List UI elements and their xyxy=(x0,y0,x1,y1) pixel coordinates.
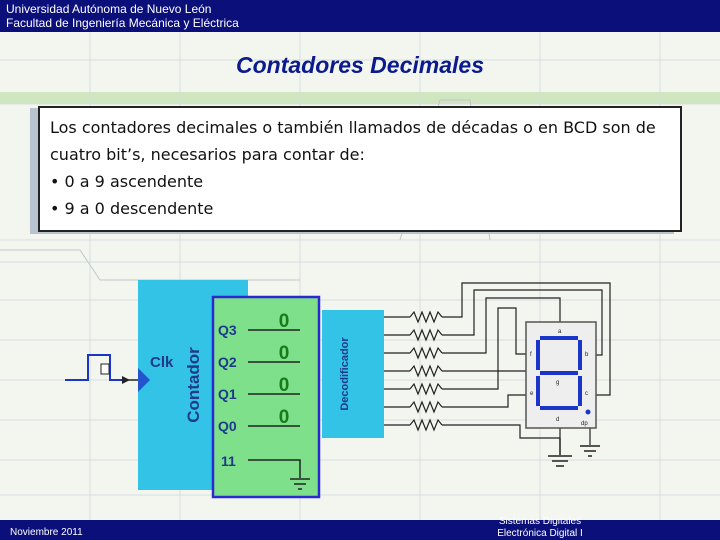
footer-bar xyxy=(0,520,720,540)
output-label-q2: Q2 xyxy=(218,354,237,370)
footer-course-line1: Sistemas Digitales xyxy=(498,516,582,527)
counter-label: Contador xyxy=(184,347,203,423)
output-value-q1: 0 xyxy=(278,375,290,396)
display-ground-icon xyxy=(548,438,600,466)
segment-label-f: f xyxy=(530,352,532,358)
bullet-descending: • 9 a 0 descendente xyxy=(50,199,214,218)
output-value-q0: 0 xyxy=(278,407,290,428)
clk-label: Clk xyxy=(150,354,174,371)
output-label-q3: Q3 xyxy=(218,322,237,338)
university-name: Universidad Autónoma de Nuevo León xyxy=(6,2,212,16)
footer-course-line2: Electrónica Digital I xyxy=(497,528,583,539)
segment-label-dp: dp xyxy=(581,421,588,427)
segment-label-g: g xyxy=(556,380,560,386)
output-label-q0: Q0 xyxy=(218,418,237,434)
segment-label-b: b xyxy=(585,352,589,358)
content-textbox xyxy=(38,106,682,232)
output-label-q1: Q1 xyxy=(218,386,237,402)
bullet-ascending: • 0 a 9 ascendente xyxy=(50,172,204,191)
segment-label-a: a xyxy=(558,329,562,335)
output-value-q2: 0 xyxy=(278,343,290,364)
resistor-bank xyxy=(410,312,442,430)
footer-date: Noviembre 2011 xyxy=(10,527,83,538)
slide-title: Contadores Decimales xyxy=(236,52,484,78)
output-value-q3: 0 xyxy=(278,311,290,332)
counter-diagram xyxy=(0,270,720,520)
segment-label-c: c xyxy=(585,391,588,397)
decoder-block xyxy=(322,310,384,438)
segment-label-d: d xyxy=(556,417,560,423)
footer-course xyxy=(470,516,610,540)
clock-pulse-icon xyxy=(65,355,125,380)
clock-led-icon xyxy=(101,364,109,374)
decoder-label: Decodificador xyxy=(339,337,351,411)
faculty-name: Facultad de Ingeniería Mecánica y Eléctrica xyxy=(6,16,239,30)
segment-label-e: e xyxy=(530,391,534,397)
pin-label: 11 xyxy=(221,453,236,469)
intro-paragraph: Los contadores decimales o también llamados de décadas o en BCD son de cuatro bit’s, necesarios para contar de: xyxy=(50,118,656,164)
